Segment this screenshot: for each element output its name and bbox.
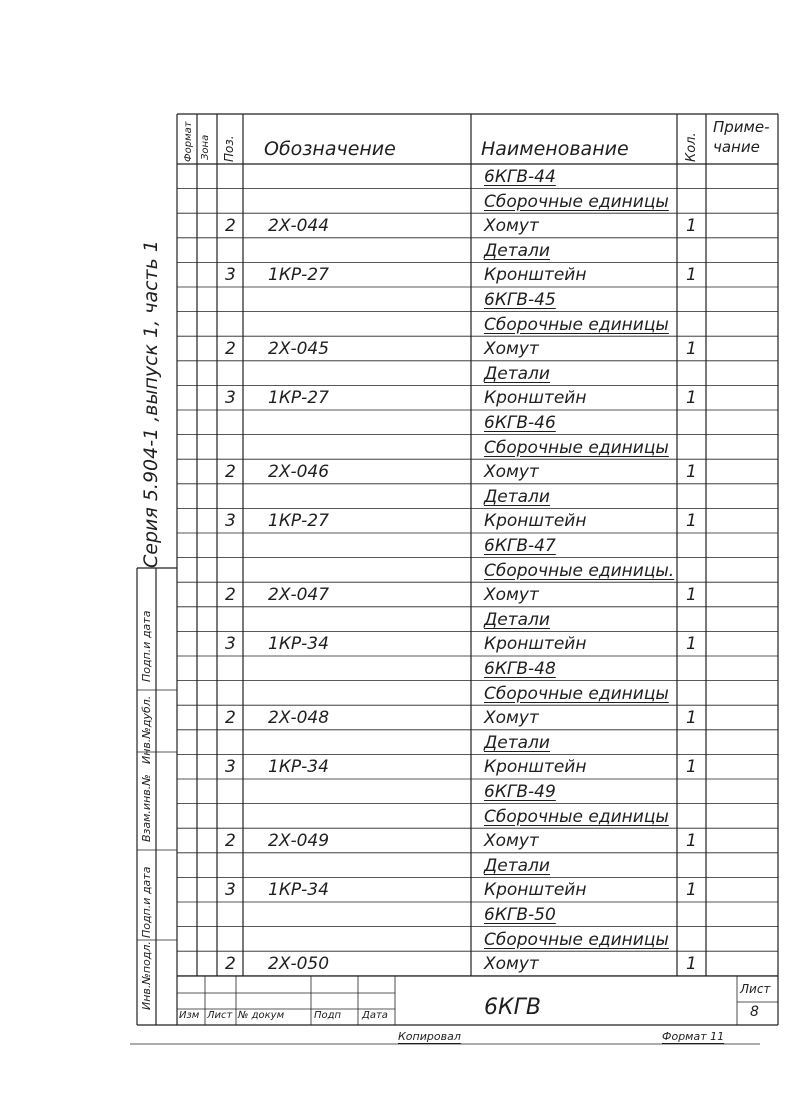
row-designation: 1КР-27	[268, 265, 329, 286]
row-quantity: 1	[686, 708, 697, 729]
row-quantity: 1	[686, 757, 697, 778]
row-name: 6КГВ-46	[484, 413, 556, 433]
row-designation: 2Х-050	[268, 954, 330, 975]
title-col-data: Дата	[362, 1010, 388, 1021]
row-designation: 1КР-27	[268, 388, 329, 409]
header-format: Формат	[183, 121, 194, 162]
row-designation: 2Х-044	[268, 216, 330, 237]
row-position: 3	[225, 757, 236, 778]
header-note-1: Приме-	[713, 118, 770, 136]
row-name: 6КГВ-49	[484, 782, 556, 802]
header-qty: Кол.	[684, 132, 699, 162]
stamp-inv-podl: Инв.№подл.	[140, 941, 153, 1010]
row-name: Детали	[484, 240, 550, 261]
title-col-dokum: № докум	[238, 1010, 285, 1021]
row-name: 6КГВ-45	[484, 290, 556, 310]
row-name: Кронштейн	[484, 388, 587, 409]
footer-copied: Копировал	[398, 1030, 461, 1043]
row-designation: 1КР-34	[268, 757, 329, 778]
row-position: 3	[225, 265, 236, 286]
row-name: Хомут	[484, 954, 539, 975]
row-position: 2	[225, 585, 236, 606]
stamp-podp-date-1: Подп.и дата	[140, 866, 153, 938]
row-position: 3	[225, 634, 236, 655]
row-quantity: 1	[686, 388, 697, 409]
row-position: 2	[225, 954, 236, 975]
row-name: Хомут	[484, 339, 539, 360]
row-designation: 1КР-34	[268, 880, 329, 901]
row-quantity: 1	[686, 954, 697, 975]
row-quantity: 1	[686, 216, 697, 237]
row-name: Сборочные единицы	[484, 806, 669, 827]
row-quantity: 1	[686, 831, 697, 852]
row-position: 2	[225, 708, 236, 729]
row-designation: 2Х-046	[268, 462, 330, 483]
title-col-izm: Изм	[179, 1010, 200, 1021]
row-designation: 2Х-047	[268, 585, 330, 606]
series-label: Серия 5.904-1 ,выпуск 1, часть 1	[140, 240, 162, 568]
row-position: 3	[225, 880, 236, 901]
row-name: Хомут	[484, 585, 539, 606]
row-name: Хомут	[484, 708, 539, 729]
row-name: Детали	[484, 732, 550, 753]
row-name: Детали	[484, 363, 550, 384]
row-name: Детали	[484, 609, 550, 630]
row-name: Хомут	[484, 216, 539, 237]
row-quantity: 1	[686, 585, 697, 606]
row-name: Хомут	[484, 462, 539, 483]
row-name: Детали	[484, 855, 550, 876]
row-quantity: 1	[686, 511, 697, 532]
header-pos: Поз.	[222, 135, 236, 162]
row-name: Сборочные единицы.	[484, 560, 675, 581]
row-name: Детали	[484, 486, 550, 507]
title-col-podp: Подп	[314, 1010, 342, 1021]
row-position: 2	[225, 339, 236, 360]
stamp-vzam-inv: Взам.инв.№	[140, 774, 153, 842]
row-position: 3	[225, 388, 236, 409]
title-doc-code: 6КГВ	[484, 995, 541, 1020]
row-designation: 2Х-048	[268, 708, 330, 729]
row-name: 6КГВ-50	[484, 905, 556, 925]
row-position: 2	[225, 831, 236, 852]
row-name: 6КГВ-44	[484, 167, 556, 187]
stamp-inv-dubl: Инв.№дубл.	[140, 695, 153, 764]
title-col-list: Лист	[207, 1010, 233, 1021]
row-designation: 1КР-27	[268, 511, 329, 532]
row-quantity: 1	[686, 339, 697, 360]
title-sheet-number: 8	[750, 1004, 759, 1020]
row-name: Кронштейн	[484, 634, 587, 655]
header-designation: Обозначение	[264, 138, 396, 160]
row-position: 3	[225, 511, 236, 532]
row-name: Кронштейн	[484, 880, 587, 901]
row-position: 2	[225, 462, 236, 483]
row-designation: 2Х-045	[268, 339, 330, 360]
row-name: Сборочные единицы	[484, 191, 669, 212]
row-name: Кронштейн	[484, 757, 587, 778]
stamp-podp-date-2: Подп.и дата	[140, 610, 153, 682]
row-name: Кронштейн	[484, 511, 587, 532]
row-quantity: 1	[686, 265, 697, 286]
row-name: Кронштейн	[484, 265, 587, 286]
row-name: 6КГВ-48	[484, 659, 556, 679]
row-name: 6КГВ-47	[484, 536, 556, 556]
row-name: Сборочные единицы	[484, 314, 669, 335]
header-name: Наименование	[481, 138, 629, 160]
row-position: 2	[225, 216, 236, 237]
row-quantity: 1	[686, 880, 697, 901]
header-note-2: чание	[713, 138, 760, 156]
row-designation: 2Х-049	[268, 831, 330, 852]
footer-format: Формат 11	[662, 1030, 725, 1043]
row-designation: 1КР-34	[268, 634, 329, 655]
row-quantity: 1	[686, 634, 697, 655]
row-name: Сборочные единицы	[484, 683, 669, 704]
row-name: Сборочные единицы	[484, 929, 669, 950]
header-zone: Зона	[200, 134, 211, 160]
title-sheet-label: Лист	[740, 982, 771, 996]
row-name: Хомут	[484, 831, 539, 852]
row-quantity: 1	[686, 462, 697, 483]
row-name: Сборочные единицы	[484, 437, 669, 458]
